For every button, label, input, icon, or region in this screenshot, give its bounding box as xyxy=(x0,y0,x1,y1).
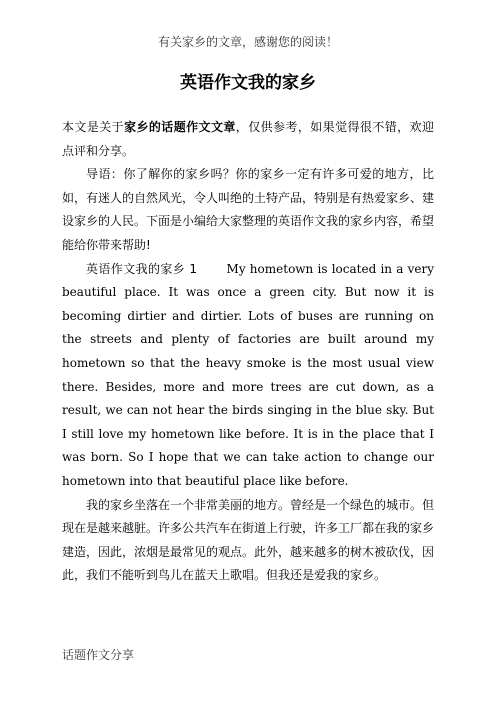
section-heading: 英语作文我的家乡 1 xyxy=(86,261,198,276)
english-paragraph xyxy=(62,258,434,494)
chinese-paragraph: 我的家乡坐落在一个非常美丽的地方。曾经是一个绿色的城市。但现在是越来越脏。许多公共汽车在街道上行驶，许多工厂都在我的家乡建造，因此，浓烟是最常见的观点。此外，越来越多的树木被砍伐，因此，我们不能听到鸟儿在蓝天上歌唱。但我还是爱我的家乡。 xyxy=(62,497,435,583)
document-title: 英语作文我的家乡 xyxy=(180,73,316,93)
intro-paragraph xyxy=(62,116,434,163)
header-note: 有关家乡的文章，感谢您的阅读！ xyxy=(157,35,338,49)
english-text: My hometown is located in a very beautiful place. It was once a green city. But now it is becoming dirtier and dirtier. Lots of buses are running on the streets and plenty of factories are built around my hometown so that the heavy smoke is the most usual view there. Besides, more and more trees are cut down, as a result, we can not hear the birds singing in the blue sky. But I still love my hometown like before. It is in the place that I was born. So I hope that we can take action to change our hometown into that beautiful place like before. xyxy=(62,261,435,488)
intro-topic: 家乡的话题作文文章 xyxy=(124,120,236,134)
document-body xyxy=(62,116,434,588)
guide-paragraph: 导语：你了解你的家乡吗？你的家乡一定有许多可爱的地方，比如，有迷人的自然风光，令人叫绝的土特产品，特别是有热爱家乡、建设家乡的人民。下面是小编给大家整理的英语作文我的家乡内容，希望能给你带来帮助! xyxy=(62,167,435,252)
intro-prefix: 本文是关于 xyxy=(62,120,125,134)
footer-note: 话题作文分享 xyxy=(62,648,135,662)
intro-suffix: ，仅供参考，如果觉得很不错，欢迎点评和分享。 xyxy=(62,120,434,158)
